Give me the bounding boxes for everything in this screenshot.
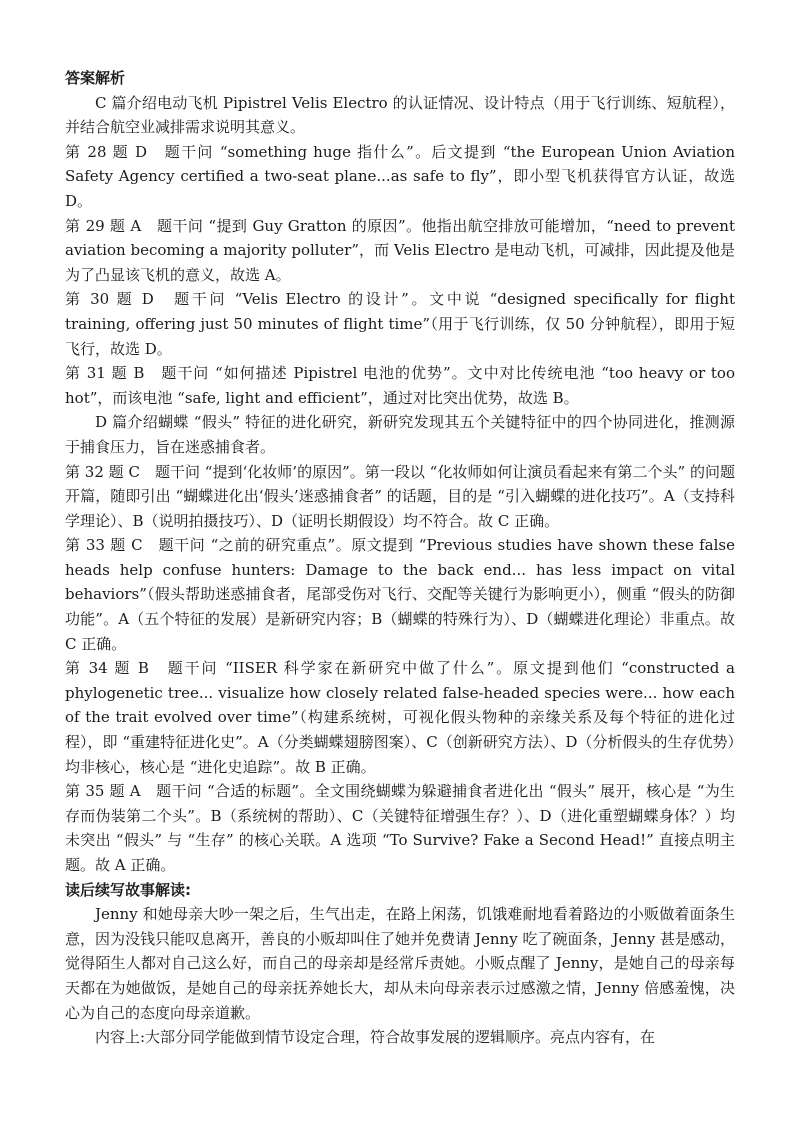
story-summary-paragraph: Jenny 和她母亲大吵一架之后，生气出走，在路上闲荡，饥饿难耐地看着路边的小贩做着面条生意，因为没钱只能叹息离开，善良的小贩却叫住了她并免费请 Jenny 吃了碗面条，Jenny 甚是感动，觉得陌生人都对自己这么好，而自己的母亲却是经常斥责她。小贩点醒了 Jenny，是她自己的母亲每天都在为她做饭，是她自己的母亲抚养她长大，却从未向母亲表示过感激之情，Jenny 倍感羞愧，决心为自己的态度向母亲道歉。 — [65, 905, 735, 1022]
question-29-analysis: 第 29 题 A 题干问 “提到 Guy Gratton 的原因”。他指出航空排放可能增加，“need to prevent aviation becoming a majority polluter”，而 Velis Electro 是电动飞机，可减排，因此提及他是为了凸显该飞机的意义，故选 A。 — [65, 216, 735, 284]
story-heading: 读后续写故事解读: — [65, 880, 191, 899]
question-34-analysis: 第 34 题 B 题干问 “IISER 科学家在新研究中做了什么”。原文提到他们 “constructed a phylogenetic tree... visualize how closely related false-headed species were... how each of the trait evolved over time”（构建系统树，可视化假头物种的亲缘关系及每个特征的进化过程），即 “重建特征进化史”。A（分类蝴蝶翅膀图案）、C（创新研究方法）、D（分析假头的生存优势）均非核心，核心是 “进化史追踪”。故 B 正确。 — [65, 659, 735, 776]
story-content-paragraph: 内容上:大部分同学能做到情节设定合理，符合故事发展的逻辑顺序。亮点内容有，在 — [95, 1028, 656, 1047]
section-heading: 答案解析 — [65, 69, 126, 87]
answer-analysis-page — [65, 66, 735, 1050]
passage-d-intro: D 篇介绍蝴蝶 “假头” 特征的进化研究，新研究发现其五个关键特征中的四个协同进化，推测源于捕食压力，旨在迷惑捕食者。 — [65, 413, 735, 456]
question-31-analysis: 第 31 题 B 题干问 “如何描述 Pipistrel 电池的优势”。文中对比传统电池 “too heavy or too hot”，而该电池 “safe, light and efficient”，通过对比突出优势，故选 B。 — [65, 364, 735, 407]
question-28-analysis: 第 28 题 D 题干问 “something huge 指什么”。后文提到 “the European Union Aviation Safety Agency certified a two-seat plane...as safe to fly”，即小型飞机获得官方认证，故选 D。 — [65, 142, 735, 210]
question-33-analysis: 第 33 题 C 题干问 “之前的研究重点”。原文提到 “Previous studies have shown these false heads help confuse hunters: Damage to the back end... has less impact on vital behaviors”（假头帮助迷惑捕食者，尾部受伤对飞行、交配等关键行为影响更小），侧重 “假头的防御功能”。A（五个特征的发展）是新研究内容；B（蝴蝶的特殊行为）、D（蝴蝶进化理论）非重点。故 C 正确。 — [65, 536, 735, 653]
question-32-analysis: 第 32 题 C 题干问 “提到‘化妆师’的原因”。第一段以 “化妆师如何让演员看起来有第二个头” 的问题开篇，随即引出 “蝴蝶进化出‘假头’迷惑捕食者” 的话题，目的是 “引入蝴蝶的进化技巧”。A（支持科学理论）、B（说明拍摄技巧）、D（证明长期假设）均不符合。故 C 正确。 — [65, 462, 735, 530]
passage-c-intro: C 篇介绍电动飞机 Pipistrel Velis Electro 的认证情况、设计特点（用于飞行训练、短航程），并结合航空业减排需求说明其意义。 — [65, 93, 735, 137]
question-30-analysis: 第 30 题 D 题干问 “Velis Electro 的设计”。文中说 “designed specifically for flight training, offering just 50 minutes of flight time”（用于飞行训练，仅 50 分钟航程），即用于短飞行，故选 D。 — [65, 290, 735, 358]
question-35-analysis: 第 35 题 A 题干问 “合适的标题”。全文围绕蝴蝶为躲避捕食者进化出 “假头” 展开，核心是 “为生存而伪装第二个头”。B（系统树的帮助）、C（关键特征增强生存？）、D（进化重塑蝴蝶身体？）均未突出 “假头” 与 “生存” 的核心关联。A 选项 “To Survive? Fake a Second Head!” 直接点明主题。故 A 正确。 — [65, 782, 735, 874]
